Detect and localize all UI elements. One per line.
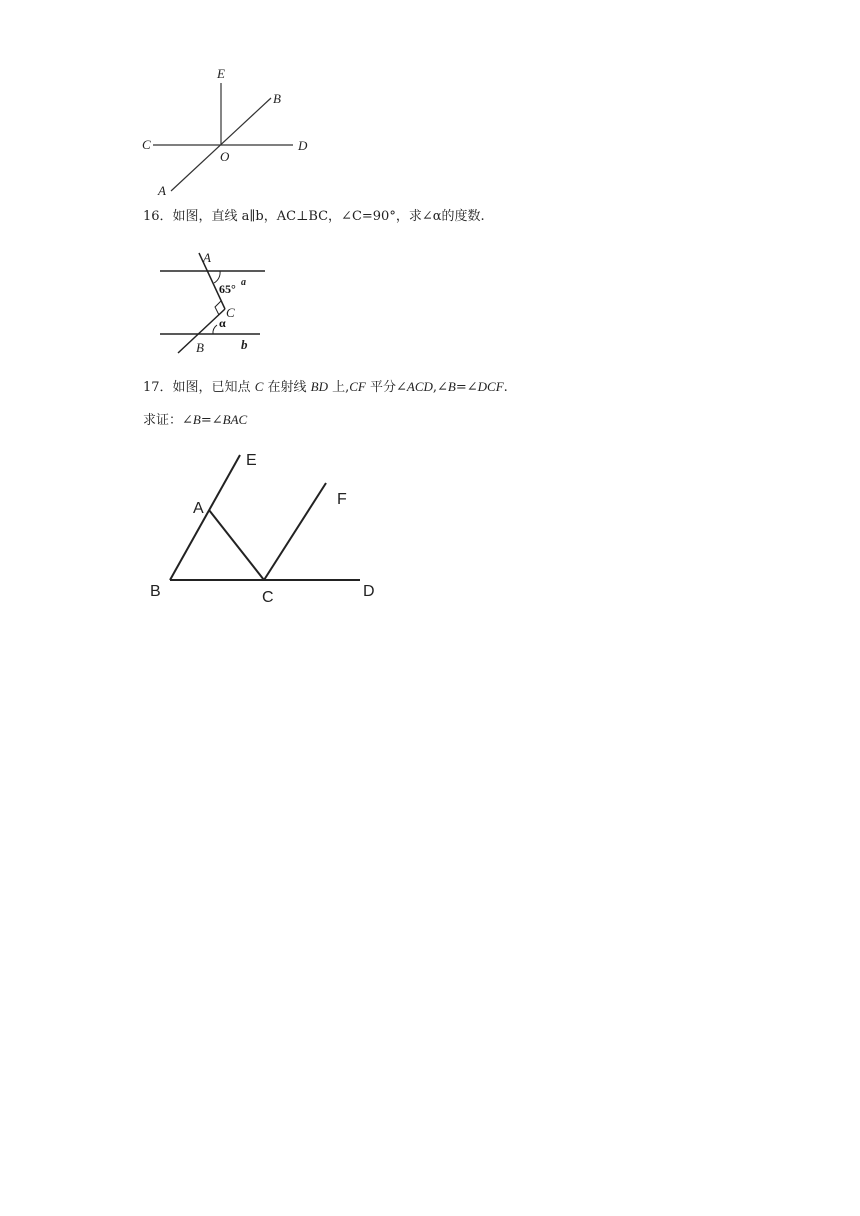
label-b: b bbox=[241, 337, 248, 352]
point-C: C bbox=[254, 379, 264, 394]
problem-17-part4: 平分∠ bbox=[365, 380, 407, 395]
label-O: O bbox=[220, 149, 230, 164]
label-E: E bbox=[217, 66, 225, 81]
label-B: B bbox=[150, 583, 161, 600]
figure-rays bbox=[140, 445, 390, 605]
label-B: B bbox=[273, 91, 281, 106]
label-A: A bbox=[193, 500, 204, 517]
label-C: C bbox=[262, 589, 274, 605]
ray-BD: BD bbox=[310, 379, 328, 394]
label-a-small: a bbox=[241, 277, 246, 288]
prove-prefix: 求证：∠ bbox=[143, 413, 193, 428]
figure-parallel-lines bbox=[155, 245, 275, 360]
label-D: D bbox=[363, 583, 375, 600]
label-F: F bbox=[337, 491, 347, 508]
label-D: D bbox=[298, 138, 308, 153]
label-E: E bbox=[246, 452, 257, 469]
ray-CF: CF bbox=[349, 379, 366, 394]
label-B: B bbox=[196, 340, 204, 355]
label-65-degrees: 65° bbox=[219, 282, 236, 296]
problem-17-number: 17． bbox=[143, 380, 173, 395]
angle-B: B bbox=[447, 379, 456, 394]
angle-ACD: ACD bbox=[406, 379, 433, 394]
problem-17-part7: . bbox=[503, 380, 508, 395]
label-A: A bbox=[203, 250, 211, 265]
problem-17-text bbox=[143, 378, 508, 397]
figure-intersecting-lines bbox=[130, 60, 330, 200]
problem-17-part1: 如图，已知点 bbox=[172, 380, 255, 395]
problem-17-prove bbox=[143, 411, 247, 430]
label-alpha: α bbox=[219, 316, 226, 330]
label-C: C bbox=[226, 305, 235, 320]
label-A: A bbox=[158, 183, 166, 198]
problem-17-part6: =∠ bbox=[455, 380, 478, 395]
problem-17-part5: ,∠ bbox=[432, 380, 448, 395]
angle-arc-alpha bbox=[213, 325, 217, 334]
label-C: C bbox=[142, 137, 151, 152]
ray-CF bbox=[264, 483, 326, 580]
prove-mid: =∠ bbox=[200, 413, 223, 428]
angle-DCF: DCF bbox=[477, 379, 504, 394]
segment-AC bbox=[209, 510, 264, 580]
problem-16-number: 16． bbox=[143, 209, 173, 224]
problem-17-part2: 在射线 bbox=[263, 380, 311, 395]
problem-16-text bbox=[143, 208, 485, 226]
problem-16-statement: 如图，直线 a∥b，AC⊥BC，∠C=90°，求∠α的度数. bbox=[172, 209, 485, 224]
prove-angle-B: B bbox=[192, 412, 201, 427]
problem-17-part3: 上, bbox=[327, 380, 350, 395]
ray-BE bbox=[170, 455, 240, 580]
prove-angle-BAC: BAC bbox=[222, 412, 248, 427]
